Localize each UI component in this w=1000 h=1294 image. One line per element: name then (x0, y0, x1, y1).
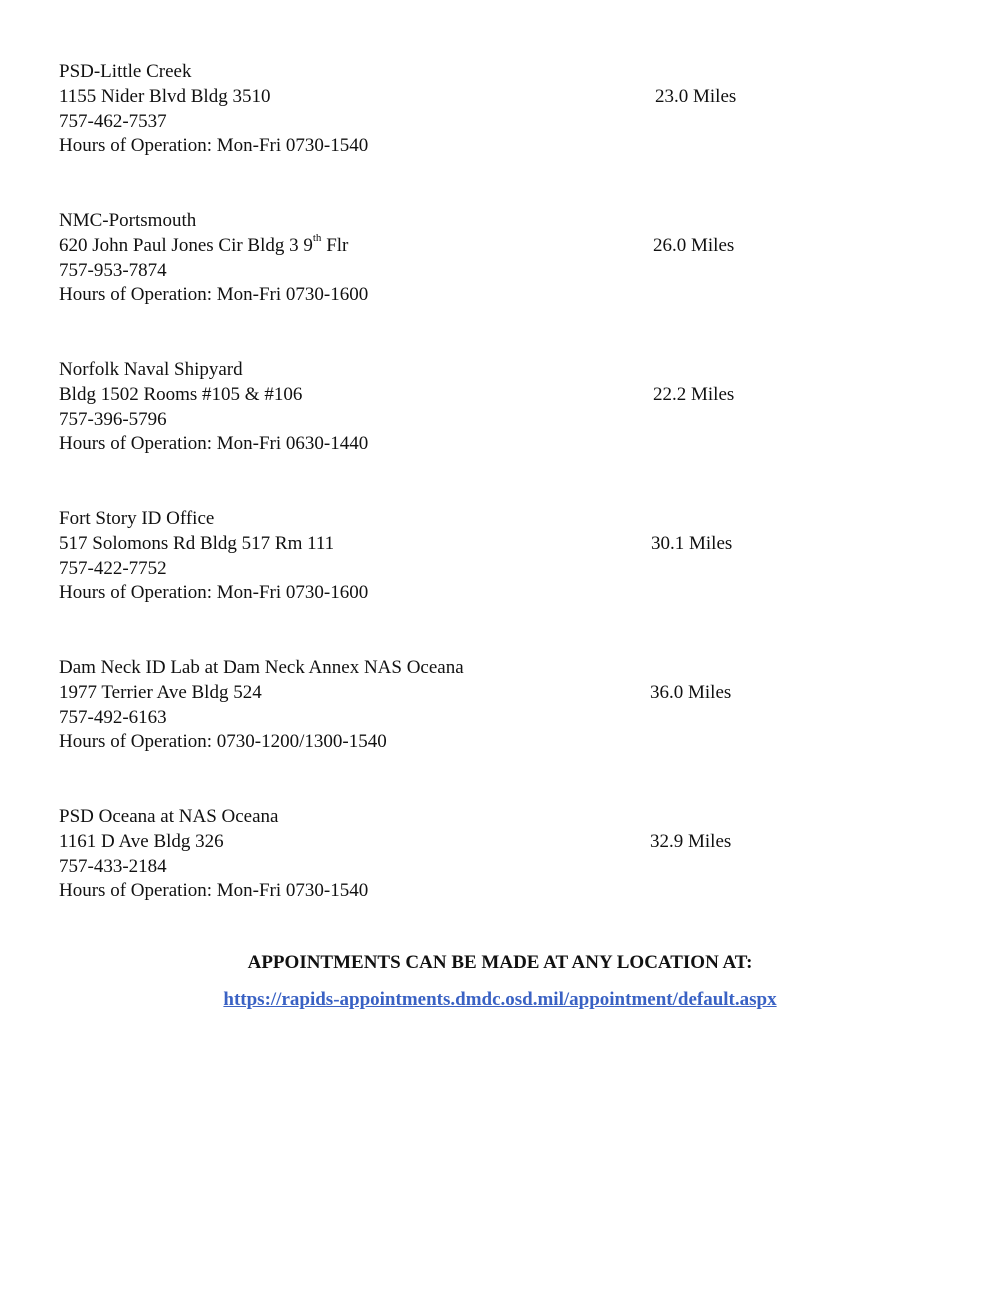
appointments-link[interactable]: https://rapids-appointments.dmdc.osd.mil/appointment/default.aspx (223, 989, 777, 1010)
location-hours: Hours of Operation: 0730-1200/1300-1540 (59, 731, 387, 753)
location-name: Norfolk Naval Shipyard (59, 359, 243, 380)
location-address: 517 Solomons Rd Bldg 517 Rm 111 (59, 532, 335, 554)
location-address-row (59, 532, 939, 557)
location-address: 1155 Nider Blvd Bldg 3510 (59, 85, 271, 107)
location-address-row (59, 234, 939, 259)
location-distance: 30.1 Miles (651, 532, 733, 554)
location-psd-little-creek (59, 60, 939, 159)
location-address: 1161 D Ave Bldg 326 (59, 830, 224, 852)
location-address: 1977 Terrier Ave Bldg 524 (59, 681, 262, 703)
location-name: PSD Oceana at NAS Oceana (59, 806, 279, 827)
location-phone: 757-396-5796 (59, 408, 167, 430)
location-distance: 22.2 Miles (653, 383, 735, 405)
location-distance: 32.9 Miles (650, 830, 732, 852)
location-name: PSD-Little Creek (59, 61, 192, 82)
location-hours: Hours of Operation: Mon-Fri 0730-1540 (59, 880, 369, 902)
location-norfolk-naval-shipyard (59, 358, 939, 457)
location-nmc-portsmouth (59, 209, 939, 308)
location-phone: 757-492-6163 (59, 706, 167, 728)
location-phone: 757-462-7537 (59, 110, 167, 132)
appointments-link-row (0, 989, 1000, 1011)
location-address: 620 John Paul Jones Cir Bldg 3 9th Flr (59, 232, 349, 256)
location-name: Fort Story ID Office (59, 508, 215, 529)
location-phone: 757-953-7874 (59, 259, 167, 281)
location-hours: Hours of Operation: Mon-Fri 0730-1600 (59, 582, 369, 604)
location-fort-story-id-office (59, 507, 939, 606)
location-address-row (59, 830, 939, 855)
location-dam-neck-id-lab (59, 656, 939, 755)
location-psd-oceana (59, 805, 939, 904)
location-address-row (59, 85, 939, 110)
location-name: NMC-Portsmouth (59, 210, 197, 231)
location-address-row (59, 383, 939, 408)
location-name: Dam Neck ID Lab at Dam Neck Annex NAS Oceana (59, 657, 464, 678)
location-hours: Hours of Operation: Mon-Fri 0730-1600 (59, 284, 369, 306)
location-phone: 757-422-7752 (59, 557, 167, 579)
location-hours: Hours of Operation: Mon-Fri 0630-1440 (59, 433, 369, 455)
location-distance: 26.0 Miles (653, 234, 735, 256)
location-distance: 23.0 Miles (655, 85, 737, 107)
location-address: Bldg 1502 Rooms #105 & #106 (59, 383, 303, 405)
location-address-row (59, 681, 939, 706)
ordinal-suffix: th (312, 232, 322, 245)
location-phone: 757-433-2184 (59, 855, 167, 877)
location-hours: Hours of Operation: Mon-Fri 0730-1540 (59, 135, 369, 157)
appointments-heading: APPOINTMENTS CAN BE MADE AT ANY LOCATION AT: (247, 952, 753, 973)
location-distance: 36.0 Miles (650, 681, 732, 703)
